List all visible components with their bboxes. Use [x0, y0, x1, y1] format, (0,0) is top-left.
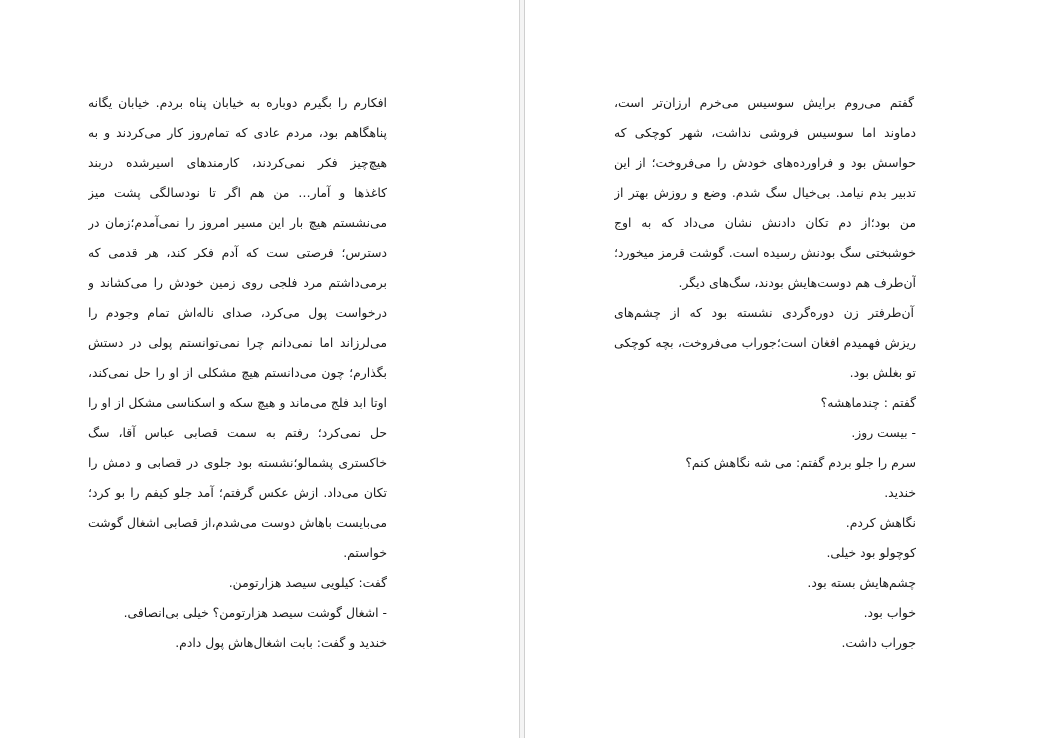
- left-page-text: [88, 88, 387, 658]
- text-line: دماوند اما سوسیس فروشی نداشت، شهر کوچکی که: [614, 125, 916, 140]
- text-line: گفتم می‌روم برایش سوسیس می‌خرم ارزان‌تر است،: [614, 95, 914, 110]
- text-line: تدبیر بدم نیامد. بی‌خیال سگ شدم. وضع و روزش بهتر از: [614, 185, 916, 200]
- text-line: حواسش بود و فراورده‌های خودش را می‌فروخت؛ از این: [614, 155, 916, 170]
- text-line: من بود؛از دم تکان دادنش نشان می‌داد که به اوج: [614, 215, 916, 230]
- text-line: اوتا ابد فلج می‌ماند و هیچ سکه و اسکناسی مشکل از او را: [88, 395, 387, 410]
- text-line: خوشبختی سگ بودنش رسیده است. گوشت قرمز میخورد؛: [614, 245, 916, 260]
- text-line: - بیست روز.: [851, 425, 916, 440]
- text-line: سرم را جلو بردم گفتم: می شه نگاهش کنم؟: [685, 455, 916, 470]
- text-line: دسترس؛ فرصتی ست که آدم فکر کند، هر قدمی که: [88, 245, 387, 260]
- text-line: تو بغلش بود.: [849, 365, 916, 380]
- text-line: حل نمی‌کرد؛ رفتم به سمت قصابی عباس آقا، سگ: [88, 425, 387, 440]
- text-line: پناهگاهم بود، مردم عادی که تمام‌روز کار می‌کردند و به: [88, 125, 387, 140]
- text-line: درخواست پول می‌کرد، صدای ناله‌اش تمام وجودم را: [88, 305, 387, 320]
- text-line: گفتم : چندماهشه؟: [820, 395, 916, 410]
- text-line: کوچولو بود خیلی.: [826, 545, 916, 560]
- text-line: برمی‌داشتم مرد فلجی روی زمین خودش را می‌کشاند و: [88, 275, 387, 290]
- right-page-text: [614, 88, 916, 658]
- text-line: خندید و گفت: بابت اشغال‌هاش پول دادم.: [175, 635, 387, 650]
- text-line: آن‌طرفتر زن دوره‌گردی نشسته بود که از چشم‌های: [614, 305, 914, 320]
- text-line: نگاهش کردم.: [845, 515, 916, 530]
- text-line: خاکستری پشمالو؛نشسته بود جلوی در قصابی و دمش را: [88, 455, 387, 470]
- text-line: آن‌طرف هم دوست‌هایش بودند، سگ‌های دیگر.: [678, 275, 916, 290]
- text-line: می‌بایست باهاش دوست می‌شدم،از قصابی اشغال گوشت: [88, 515, 387, 530]
- text-line: ریزش فهمیدم افغان است؛جوراب می‌فروخت، بچه کوچکی: [614, 335, 916, 350]
- text-line: افکارم را بگیرم دوباره به خیابان پناه بردم. خیابان یگانه: [88, 95, 387, 110]
- text-line: هیچ‌چیز فکر نمی‌کردند، کارمندهای اسیرشده دربند: [88, 155, 387, 170]
- text-line: گفت: کیلویی سیصد هزارتومن.: [228, 575, 387, 590]
- text-line: تکان می‌داد. ازش عکس گرفتم؛ آمد جلو کیفم را بو کرد؛: [88, 485, 387, 500]
- text-line: چشم‌هایش بسته بود.: [807, 575, 916, 590]
- text-line: - اشغال گوشت سیصد هزارتومن؟ خیلی بی‌انصافی.: [123, 605, 387, 620]
- text-line: کاغذها و آمار… من هم اگر تا نودسالگی پشت میز: [88, 185, 387, 200]
- text-line: می‌نشستم هیچ بار این مسیر امروز را نمی‌آمدم؛زمان در: [88, 215, 387, 230]
- text-line: بگذارم؛ چون می‌دانستم هیچ مشکلی از او را حل نمی‌کند،: [88, 365, 387, 380]
- text-line: خواب بود.: [863, 605, 916, 620]
- text-line: جوراب داشت.: [841, 635, 916, 650]
- text-line: خندید.: [884, 485, 916, 500]
- text-line: خواستم.: [343, 545, 387, 560]
- text-line: می‌لرزاند اما نمی‌دانم چرا نمی‌توانستم پولی در دستش: [88, 335, 387, 350]
